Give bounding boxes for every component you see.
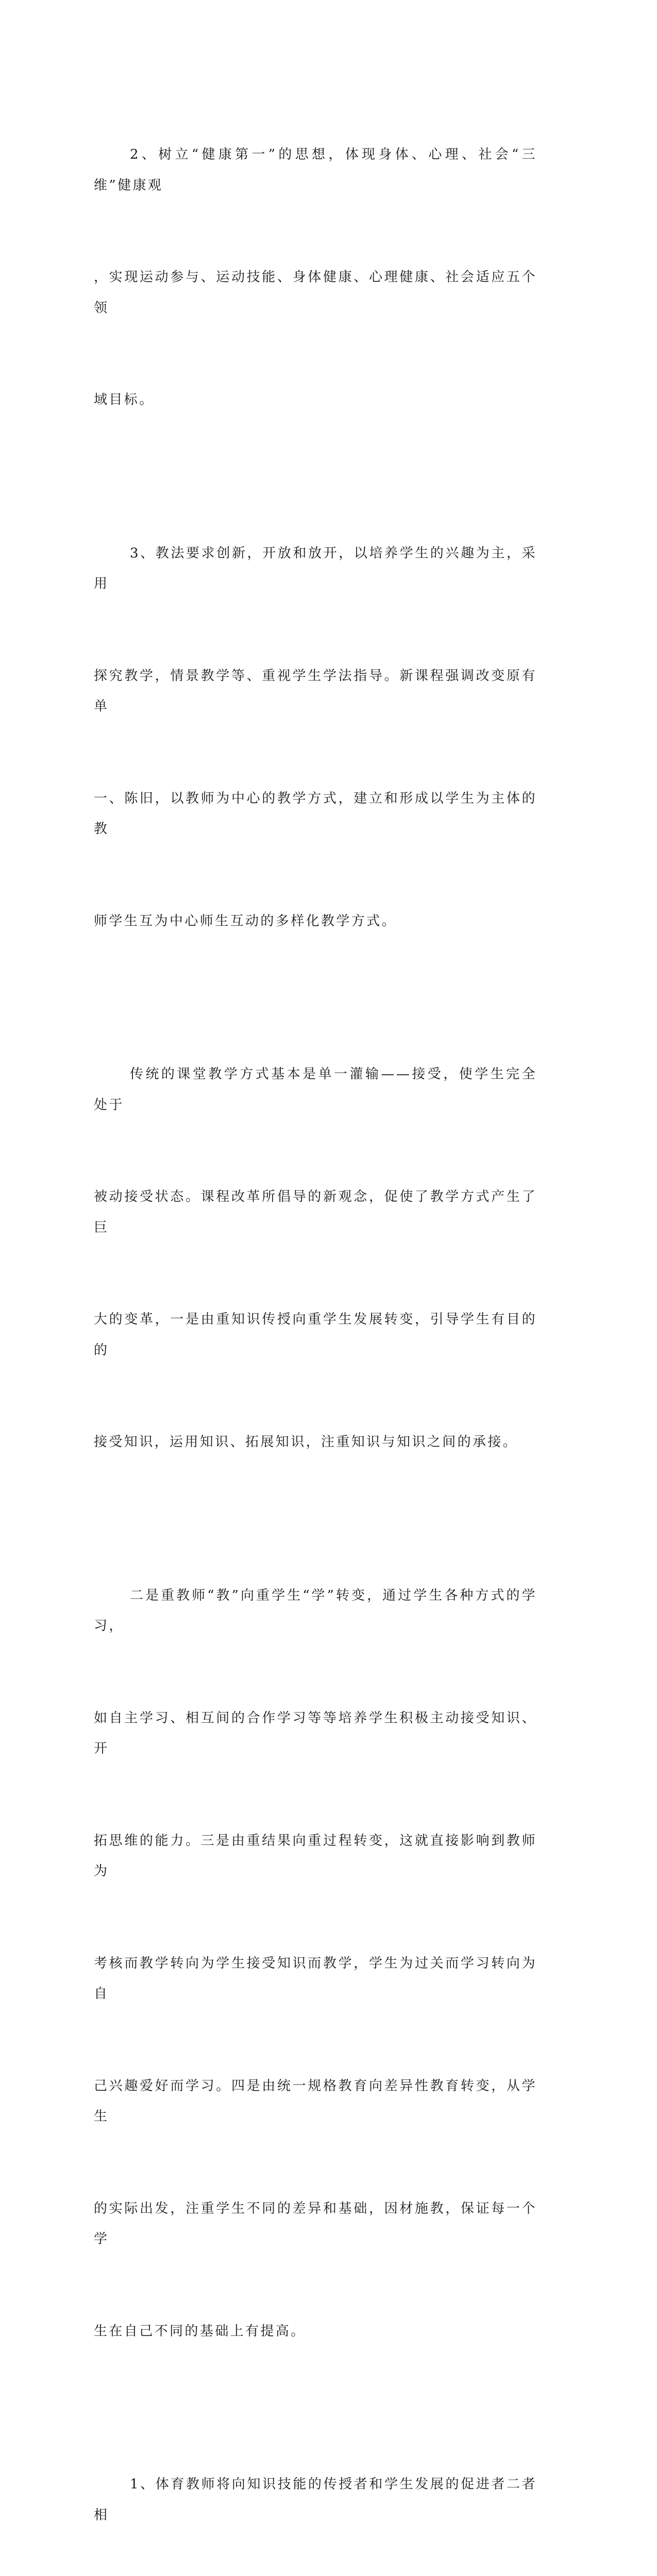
document-page [94, 78, 537, 2576]
text-line: 大的变革，一是由重知识传授向重学生发展转变，引导学生有目的的 [94, 1312, 537, 1358]
text-line: 师学生互为中心师生互动的多样化教学方式。 [94, 913, 397, 929]
paragraph-teacher-to-student [94, 1519, 537, 2409]
text-line: 拓思维的能力。三是由重结果向重过程转变，这就直接影响到教师为 [94, 1833, 537, 1879]
text-line: 己兴趣爱好而学习。四是由统一规格教育向差异性教育转变，从学生 [94, 2078, 537, 2124]
text-line: 一、陈旧，以教师为中心的教学方式，建立和形成以学生为主体的教 [94, 790, 537, 837]
text-line: 被动接受状态。课程改革所倡导的新观念，促使了教学方式产生了巨 [94, 1189, 537, 1235]
text-line: 接受知识，运用知识、拓展知识，注重知识与知识之间的承接。 [94, 1434, 518, 1450]
text-line: 传统的课堂教学方式基本是单一灌输——接受，使学生完全处于 [94, 1066, 537, 1113]
paragraph-health-first [94, 78, 537, 477]
text-line: 生在自己不同的基础上有提高。 [94, 2323, 306, 2339]
text-line: 域目标。 [94, 392, 155, 408]
text-line: 二是重教师“教”向重学生“学”转变，通过学生各种方式的学习， [94, 1587, 537, 1634]
text-line: 考核而教学转向为学生接受知识而教学，学生为过关而学习转向为自 [94, 1955, 537, 2002]
text-line: 1、体育教师将向知识技能的传授者和学生发展的促进者二者相 [94, 2477, 537, 2523]
text-line: 3、教法要求创新，开放和放开，以培养学生的兴趣为主，采用 [94, 545, 537, 591]
text-line: 探究教学，情景教学等、重视学生学法指导。新课程强调改变原有单 [94, 668, 537, 714]
paragraph-teaching-innovation [94, 477, 537, 998]
text-line: 如自主学习、相互间的合作学习等等培养学生积极主动接受知识、开 [94, 1710, 537, 1756]
text-line: 的实际出发，注重学生不同的差异和基础，因材施教，保证每一个学 [94, 2200, 537, 2247]
text-line: 2、树立“健康第一”的思想，体现身体、心理、社会“三维”健康观 [94, 147, 537, 193]
paragraph-pe-teacher-role [94, 2408, 537, 2576]
paragraph-traditional-teaching [94, 998, 537, 1519]
text-line: ，实现运动参与、运动技能、身体健康、心理健康、社会适应五个领 [94, 269, 537, 316]
